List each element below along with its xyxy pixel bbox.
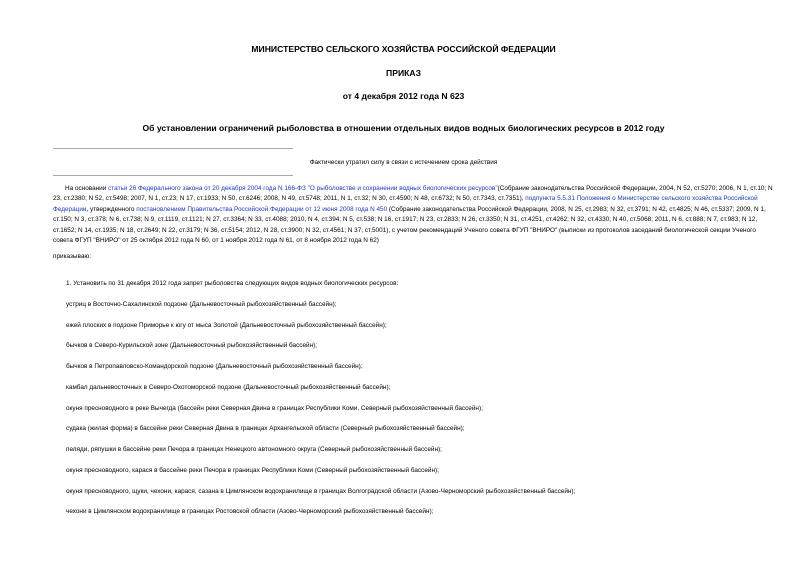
list-item: чехони в Цимлянском водохранилище в границах Ростовской области (Азово-Черноморский рыбохозяйственный бассейн); (66, 508, 434, 515)
status-note: Фактически утратил силу в связи с истечением срока действия (309, 159, 498, 166)
preamble-text-3: , утвержденного (86, 205, 137, 213)
decree-link[interactable]: постановлением Правительства Российской Федерации от 12 июня 2008 года N 450 (136, 205, 388, 213)
point-1: 1. Установить по 31 декабря 2012 года запрет рыболовства следующих видов водных биологических ресурсов: (66, 280, 399, 287)
document-body (53, 184, 773, 263)
list-item: окуня пресноводного в реке Вычегда (бассейн реки Северная Двина в границах Республики Коми, Северный рыбохозяйственный бассейн); (66, 405, 483, 412)
divider-top (53, 148, 293, 149)
list-item: окуня пресноводного, щуки, чехони, карася, сазана в Цимлянском водохранилище в границах Волгоградской области (Азово-Черноморский рыбохозяйственный бассейн); (66, 488, 576, 495)
list-item: камбал дальневосточных в Северо-Охотоморской подзоне (Дальневосточный рыбохозяйственный бассейн); (66, 384, 391, 391)
doc-type-heading: ПРИКАЗ (386, 68, 421, 78)
list-item: устриц в Восточно-Сахалинской подзоне (Дальневосточный рыбохозяйственный бассейн); (66, 301, 337, 308)
list-item: бычков в Северо-Курильской зоне (Дальневосточный рыбохозяйственный бассейн); (66, 342, 318, 349)
preamble-paragraph (53, 184, 773, 246)
regulation-link[interactable]: подпункта 5.5.31 Положения о Министерстве сельского хозяйства Российской Федерации (53, 195, 758, 213)
list-item: судака (жилая форма) в бассейне реки Северная Двина в границах Архангельской области (Северный рыбохозяйственный бассейн); (66, 425, 465, 432)
law-link[interactable]: статьи 26 Федерального закона от 20 декабря 2004 года N 166-ФЗ "О рыболовстве и сохранении водных биологических ресурсов" (108, 185, 498, 192)
preamble-text-4: (Собрание законодательства Российской Федерации, 2008, N 25, ст.2983; N 32, ст.3791; N 42, ст.4825; N 46, ст.5337; 2009, N 1, ст.150; N 3, ст.378; N 6, ст.738; N 9, ст.1119, ст.1121; N 27, ст.3364; N 33, ст.4088; 2010, N 4, ст.394; N 5, ст.538; N 16, ст.1917; N 23, ст.2833; N 26, ст.3350; N 31, ст.4251, ст.4262; N 32, ст.4330; N 40, ст.5068; 2011, N 6, ст.888; N 7, ст.983; N 12, ст.1652; N 14, ст.1935; N 18, ст.2649; N 22, ст.3179; N 36, ст.5154; 2012, N 28, ст.3900; N 32, ст.4561; N 37, ст.5001), с учетом рекомендаций Ученого совета ФГУП "ВНИРО" (выписки из протоколов заседаний биологической секции Ученого совета ФГУП "ВНИРО" от 25 октября 2012 года N 60, от 1 ноября 2012 года N 61, от 8 ноября 2012 года N 62) (53, 205, 766, 245)
list-item: ежей плоских в подзоне Приморье к югу от мыса Золотой (Дальневосточный рыбохозяйственный бассейн); (66, 322, 387, 329)
list-item: окуня пресноводного, карася в бассейне реки Печора в границах Республики Коми (Северный рыбохозяйственный бассейн); (66, 467, 439, 474)
order-word: приказываю: (53, 253, 91, 261)
list-item: бычков в Петропавловско-Командорской подзоне (Дальневосточный рыбохозяйственный бассейн); (66, 363, 363, 370)
preamble-text-2: (Собрание законодательства Российской Федерации, 2004, N 52, ст.5270; 2006, N 1, ст.10; N 23, ст.2380; N 52, ст.5498; 2007, N 1, ст.23; N 17, ст.1933; N 50, ст.6246; 2008, N 49, ст.5748; 2011, N 1, ст.32; N 30, ст.4590; N 48, ст.6732; N 50, ст.7343, ст.7351), (53, 185, 773, 203)
divider-bottom (53, 175, 293, 176)
ministry-heading: МИНИСТЕРСТВО СЕЛЬСКОГО ХОЗЯЙСТВА РОССИЙСКОЙ ФЕДЕРАЦИИ (251, 44, 556, 54)
doc-date-number: от 4 декабря 2012 года N 623 (342, 91, 465, 101)
list-item: пеляди, ряпушки в бассейне реки Печора в границах Ненецкого автономного округа (Северный рыбохозяйственный бассейн); (66, 446, 442, 453)
preamble-text-1: На основании (65, 185, 109, 192)
doc-title: Об установлении ограничений рыболовства в отношении отдельных видов водных биологических ресурсов в 2012 году (142, 123, 665, 133)
